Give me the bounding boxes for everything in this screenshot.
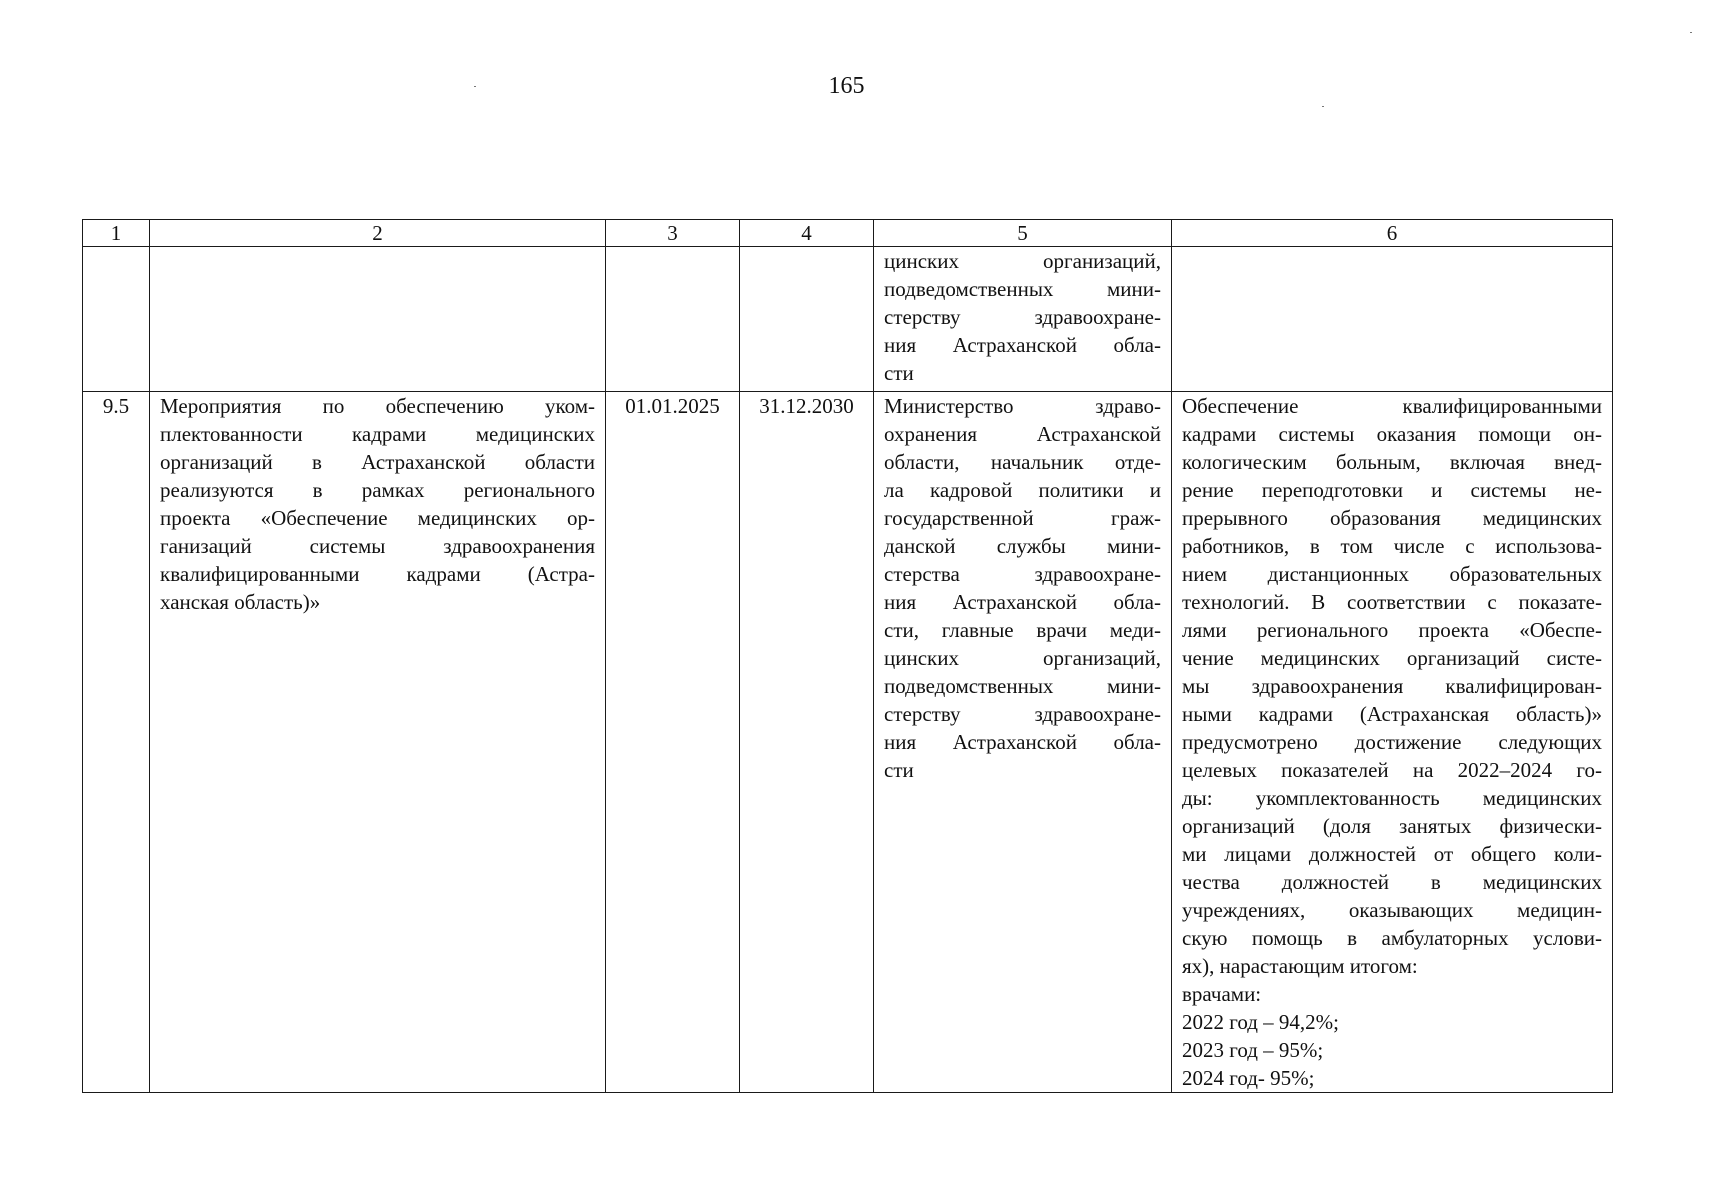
text-line: квалифицированными кадрами (Астра-: [160, 562, 595, 586]
text-line: скую помощь в амбулаторных услови-: [1182, 926, 1602, 950]
header-cell-5: 5: [874, 220, 1172, 247]
table-header-row: [83, 220, 1613, 247]
expected-results: [1172, 392, 1613, 1093]
text-line: сти: [884, 758, 914, 782]
cont-cell-3: [606, 247, 740, 392]
text-line: нием дистанционных образовательных: [1182, 562, 1602, 586]
text-line: данской службы мини-: [884, 534, 1161, 558]
text-line: ми лицами должностей от общего коли-: [1182, 842, 1602, 866]
text-line: организаций (доля занятых физически-: [1182, 814, 1602, 838]
measure-description: [150, 392, 606, 1093]
measures-table: [82, 219, 1613, 1093]
text-line: врачами:: [1182, 982, 1262, 1006]
text-line: ния Астраханской обла-: [884, 730, 1161, 754]
text-line: подведомственных мини-: [884, 674, 1161, 698]
text-line: государственной граж-: [884, 506, 1161, 530]
text-line: кологическим больным, включая внед-: [1182, 450, 1602, 474]
cont-cell-2: [150, 247, 606, 392]
text-line: реализуются в рамках регионального: [160, 478, 595, 502]
text-line: охранения Астраханской: [884, 422, 1161, 446]
text-line: ными кадрами (Астраханская область)»: [1182, 702, 1602, 726]
text-line: проекта «Обеспечение медицинских ор-: [160, 506, 595, 530]
text-line: сти, главные врачи меди-: [884, 618, 1161, 642]
text-line: цинских организаций,: [884, 646, 1161, 670]
scan-speck: [1322, 106, 1324, 107]
text-line: кадрами системы оказания помощи он-: [1182, 422, 1602, 446]
text-line: 2023 год – 95%;: [1182, 1038, 1324, 1062]
scan-speck: [1690, 32, 1692, 33]
text-line: прерывного образования медицинских: [1182, 506, 1602, 530]
page-number: 165: [828, 73, 865, 99]
text-line: подведомственных мини-: [884, 277, 1161, 301]
text-line: сти: [884, 361, 914, 385]
text-line: ния Астраханской обла-: [884, 590, 1161, 614]
header-cell-1: 1: [83, 220, 150, 247]
header-cell-3: 3: [606, 220, 740, 247]
text-line: ганизаций системы здравоохранения: [160, 534, 595, 558]
text-line: области, начальник отде-: [884, 450, 1161, 474]
text-line: работников, в том числе с использова-: [1182, 534, 1602, 558]
header-cell-2: 2: [150, 220, 606, 247]
text-line: предусмотрено достижение следующих: [1182, 730, 1602, 754]
text-line: плектованности кадрами медицинских: [160, 422, 595, 446]
row-number: 9.5: [83, 392, 150, 1093]
text-line: лями регионального проекта «Обеспе-: [1182, 618, 1602, 642]
text-line: ды: укомплектованность медицинских: [1182, 786, 1602, 810]
text-line: ния Астраханской обла-: [884, 333, 1161, 357]
text-line: 2024 год- 95%;: [1182, 1066, 1315, 1090]
text-line: ла кадровой политики и: [884, 478, 1161, 502]
scan-speck: [474, 86, 476, 87]
table-row-9-5: [83, 392, 1613, 1093]
text-line: чение медицинских организаций систе-: [1182, 646, 1602, 670]
text-line: чества должностей в медицинских: [1182, 870, 1602, 894]
text-line: Министерство здраво-: [884, 394, 1161, 418]
responsible-executors: [874, 392, 1172, 1093]
header-cell-4: 4: [740, 220, 874, 247]
cont-cell-1: [83, 247, 150, 392]
text-line: ях), нарастающим итогом:: [1182, 954, 1418, 978]
continuation-row: [83, 247, 1613, 392]
text-line: цинских организаций,: [884, 249, 1161, 273]
text-line: ханская область)»: [160, 590, 321, 614]
cont-cell-responsible: [874, 247, 1172, 392]
text-line: Мероприятия по обеспечению уком-: [160, 394, 595, 418]
text-line: мы здравоохранения квалифицирован-: [1182, 674, 1602, 698]
text-line: учреждениях, оказывающих медицин-: [1182, 898, 1602, 922]
text-line: целевых показателей на 2022–2024 го-: [1182, 758, 1602, 782]
text-line: стерства здравоохране-: [884, 562, 1161, 586]
text-line: технологий. В соответствии с показате-: [1182, 590, 1602, 614]
start-date: 01.01.2025: [606, 392, 740, 1093]
end-date: 31.12.2030: [740, 392, 874, 1093]
text-line: стерству здравоохране-: [884, 702, 1161, 726]
cont-cell-4: [740, 247, 874, 392]
text-line: рение переподготовки и системы не-: [1182, 478, 1602, 502]
text-line: Обеспечение квалифицированными: [1182, 394, 1602, 418]
header-cell-6: 6: [1172, 220, 1613, 247]
text-line: 2022 год – 94,2%;: [1182, 1010, 1339, 1034]
text-line: организаций в Астраханской области: [160, 450, 595, 474]
text-line: стерству здравоохране-: [884, 305, 1161, 329]
cont-cell-6: [1172, 247, 1613, 392]
